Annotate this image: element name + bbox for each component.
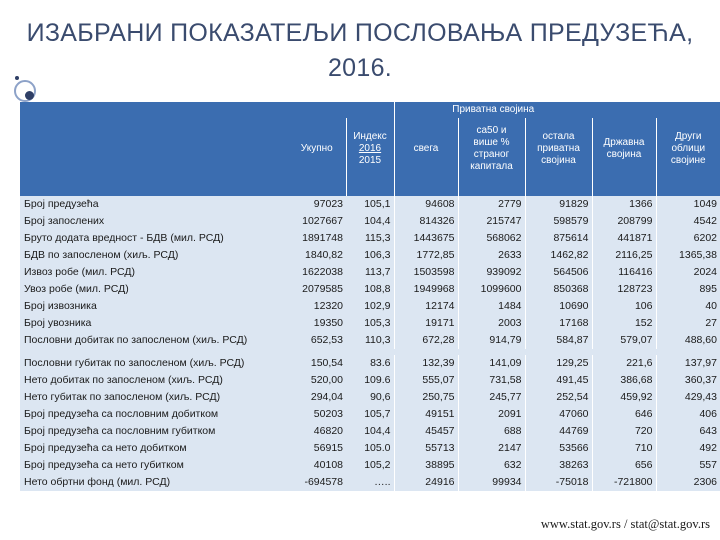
cell-other-private: 47060 — [525, 406, 592, 423]
cell-foreign: 141,09 — [458, 355, 525, 372]
cell-all: 45457 — [394, 423, 458, 440]
cell-other-private: 91829 — [525, 196, 592, 213]
cell-other: 1049 — [656, 196, 720, 213]
cell-total: 97023 — [288, 196, 346, 213]
cell-all: 49151 — [394, 406, 458, 423]
cell-index: 110,3 — [346, 332, 394, 349]
header-index: Индекс 2016 2015 — [346, 118, 394, 180]
table-row — [20, 372, 720, 389]
cell-total: 40108 — [288, 457, 346, 474]
cell-state: 386,68 — [592, 372, 656, 389]
cell-all: 1443675 — [394, 230, 458, 247]
table-row — [20, 423, 720, 440]
title-line-1: ИЗАБРАНИ ПОКАЗАТЕЉИ ПОСЛОВАЊА ПРЕДУЗЕЋА, — [26, 19, 694, 47]
cell-index: 104,4 — [346, 423, 394, 440]
cell-state: 710 — [592, 440, 656, 457]
table-row — [20, 332, 720, 349]
cell-total: 56915 — [288, 440, 346, 457]
cell-index: 105,1 — [346, 196, 394, 213]
title-line-2: 2016. — [327, 54, 393, 82]
cell-foreign: 1484 — [458, 298, 525, 315]
cell-label: Нето обртни фонд (мил. РСД) — [20, 474, 288, 491]
cell-state: 106 — [592, 298, 656, 315]
cell-foreign: 914,79 — [458, 332, 525, 349]
cell-index: 113,7 — [346, 264, 394, 281]
page-title — [0, 16, 720, 86]
cell-foreign: 688 — [458, 423, 525, 440]
cell-index: 108,8 — [346, 281, 394, 298]
cell-foreign: 939092 — [458, 264, 525, 281]
cell-other: 40 — [656, 298, 720, 315]
cell-total: 46820 — [288, 423, 346, 440]
decorative-circles-icon — [14, 80, 36, 102]
cell-other: 429,43 — [656, 389, 720, 406]
cell-other-private: 598579 — [525, 213, 592, 230]
cell-label: Број увозника — [20, 315, 288, 332]
cell-state: 441871 — [592, 230, 656, 247]
cell-other-private: 875614 — [525, 230, 592, 247]
header-state: Државна својина — [592, 118, 656, 180]
cell-all: 555,07 — [394, 372, 458, 389]
cell-other-private: 1462,82 — [525, 247, 592, 264]
table-body-top — [20, 196, 720, 349]
cell-other-private: 38263 — [525, 457, 592, 474]
cell-foreign: 99934 — [458, 474, 525, 491]
cell-total: 652,53 — [288, 332, 346, 349]
cell-other: 1365,38 — [656, 247, 720, 264]
cell-label: Нето губитак по запосленом (хиљ. РСД) — [20, 389, 288, 406]
cell-foreign: 215747 — [458, 213, 525, 230]
cell-other: 2306 — [656, 474, 720, 491]
cell-index: 105.0 — [346, 440, 394, 457]
cell-other-private: 850368 — [525, 281, 592, 298]
table-row — [20, 406, 720, 423]
cell-all: 672,28 — [394, 332, 458, 349]
header-other-ownership: Други облици својине — [656, 118, 720, 180]
cell-label: Број предузећа са нето губитком — [20, 457, 288, 474]
cell-label: Пословни губитак по запосленом (хиљ. РСД) — [20, 355, 288, 372]
cell-index: 90,6 — [346, 389, 394, 406]
table-body-bottom — [20, 355, 720, 491]
cell-total: 50203 — [288, 406, 346, 423]
cell-other: 643 — [656, 423, 720, 440]
cell-total: 2079585 — [288, 281, 346, 298]
cell-state: 152 — [592, 315, 656, 332]
footer-contact: www.stat.gov.rs / stat@stat.gov.rs — [540, 517, 710, 531]
cell-index: 105,3 — [346, 315, 394, 332]
cell-all: 1949968 — [394, 281, 458, 298]
cell-state: 221,6 — [592, 355, 656, 372]
cell-foreign: 2091 — [458, 406, 525, 423]
cell-other: 360,37 — [656, 372, 720, 389]
cell-other-private: 44769 — [525, 423, 592, 440]
cell-label: Број извозника — [20, 298, 288, 315]
cell-other-private: 10690 — [525, 298, 592, 315]
cell-other-private: 53566 — [525, 440, 592, 457]
cell-other: 4542 — [656, 213, 720, 230]
table-row — [20, 196, 720, 213]
cell-total: 294,04 — [288, 389, 346, 406]
cell-foreign: 2779 — [458, 196, 525, 213]
table-row — [20, 281, 720, 298]
cell-label: Извоз робе (мил. РСД) — [20, 264, 288, 281]
cell-foreign: 632 — [458, 457, 525, 474]
cell-index: 106,3 — [346, 247, 394, 264]
cell-foreign: 1099600 — [458, 281, 525, 298]
cell-total: -694578 — [288, 474, 346, 491]
cell-other-private: 252,54 — [525, 389, 592, 406]
cell-state: -721800 — [592, 474, 656, 491]
cell-state: 116416 — [592, 264, 656, 281]
cell-index: 105,7 — [346, 406, 394, 423]
cell-all: 24916 — [394, 474, 458, 491]
cell-other-private: -75018 — [525, 474, 592, 491]
cell-foreign: 2147 — [458, 440, 525, 457]
header-other-private: остала приватна својина — [525, 118, 592, 180]
cell-state: 646 — [592, 406, 656, 423]
table-row — [20, 213, 720, 230]
cell-all: 19171 — [394, 315, 458, 332]
cell-label: Нето добитак по запосленом (хиљ. РСД) — [20, 372, 288, 389]
cell-all: 1503598 — [394, 264, 458, 281]
table-row — [20, 389, 720, 406]
cell-index: 102,9 — [346, 298, 394, 315]
cell-total: 520,00 — [288, 372, 346, 389]
cell-foreign: 568062 — [458, 230, 525, 247]
cell-label: Број предузећа са пословним губитком — [20, 423, 288, 440]
cell-state: 1366 — [592, 196, 656, 213]
cell-other: 27 — [656, 315, 720, 332]
cell-all: 55713 — [394, 440, 458, 457]
cell-other: 557 — [656, 457, 720, 474]
cell-other-private: 17168 — [525, 315, 592, 332]
cell-label: Број запослених — [20, 213, 288, 230]
cell-other: 137,97 — [656, 355, 720, 372]
cell-all: 12174 — [394, 298, 458, 315]
cell-index: 109.6 — [346, 372, 394, 389]
indicators-table-container — [20, 102, 720, 491]
cell-state: 656 — [592, 457, 656, 474]
cell-all: 1772,85 — [394, 247, 458, 264]
cell-total: 12320 — [288, 298, 346, 315]
cell-other: 895 — [656, 281, 720, 298]
cell-all: 814326 — [394, 213, 458, 230]
header-total: Укупно — [288, 118, 346, 180]
cell-total: 1622038 — [288, 264, 346, 281]
cell-foreign: 2633 — [458, 247, 525, 264]
table-row — [20, 298, 720, 315]
cell-other: 406 — [656, 406, 720, 423]
indicators-table — [20, 102, 720, 491]
cell-label: Пословни добитак по запосленом (хиљ. РСД) — [20, 332, 288, 349]
cell-total: 1891748 — [288, 230, 346, 247]
header-blank-label — [20, 118, 288, 180]
header-foreign-capital: са50 и више % страног капитала — [458, 118, 525, 180]
cell-other-private: 491,45 — [525, 372, 592, 389]
table-row — [20, 264, 720, 281]
table-row — [20, 247, 720, 264]
cell-label: Број предузећа са нето добитком — [20, 440, 288, 457]
cell-other-private: 584,87 — [525, 332, 592, 349]
cell-other: 492 — [656, 440, 720, 457]
cell-index: 83.6 — [346, 355, 394, 372]
cell-other: 2024 — [656, 264, 720, 281]
cell-state: 2116,25 — [592, 247, 656, 264]
cell-state: 579,07 — [592, 332, 656, 349]
cell-label: БДВ по запосленом (хиљ. РСД) — [20, 247, 288, 264]
cell-index: 105,2 — [346, 457, 394, 474]
cell-other: 6202 — [656, 230, 720, 247]
table-row — [20, 355, 720, 372]
cell-all: 94608 — [394, 196, 458, 213]
cell-label: Број предузећа — [20, 196, 288, 213]
table-row — [20, 474, 720, 491]
table-row — [20, 315, 720, 332]
header-blank-top — [20, 102, 288, 118]
cell-index: ….. — [346, 474, 394, 491]
cell-other-private: 129,25 — [525, 355, 592, 372]
table-header — [20, 102, 720, 196]
table-row — [20, 230, 720, 247]
cell-state: 459,92 — [592, 389, 656, 406]
cell-total: 1840,82 — [288, 247, 346, 264]
cell-index: 115,3 — [346, 230, 394, 247]
cell-foreign: 2003 — [458, 315, 525, 332]
header-private-group: Приватна својина — [394, 102, 592, 118]
cell-other-private: 564506 — [525, 264, 592, 281]
cell-total: 150,54 — [288, 355, 346, 372]
cell-label: Број предузећа са пословним добитком — [20, 406, 288, 423]
cell-all: 250,75 — [394, 389, 458, 406]
cell-state: 128723 — [592, 281, 656, 298]
cell-foreign: 731,58 — [458, 372, 525, 389]
cell-state: 720 — [592, 423, 656, 440]
cell-state: 208799 — [592, 213, 656, 230]
cell-label: Увоз робе (мил. РСД) — [20, 281, 288, 298]
cell-other: 488,60 — [656, 332, 720, 349]
cell-all: 132,39 — [394, 355, 458, 372]
cell-total: 1027667 — [288, 213, 346, 230]
cell-all: 38895 — [394, 457, 458, 474]
cell-index: 104,4 — [346, 213, 394, 230]
cell-label: Бруто додата вредност - БДВ (мил. РСД) — [20, 230, 288, 247]
cell-foreign: 245,77 — [458, 389, 525, 406]
cell-total: 19350 — [288, 315, 346, 332]
table-row — [20, 440, 720, 457]
table-row — [20, 457, 720, 474]
header-all: свега — [394, 118, 458, 180]
